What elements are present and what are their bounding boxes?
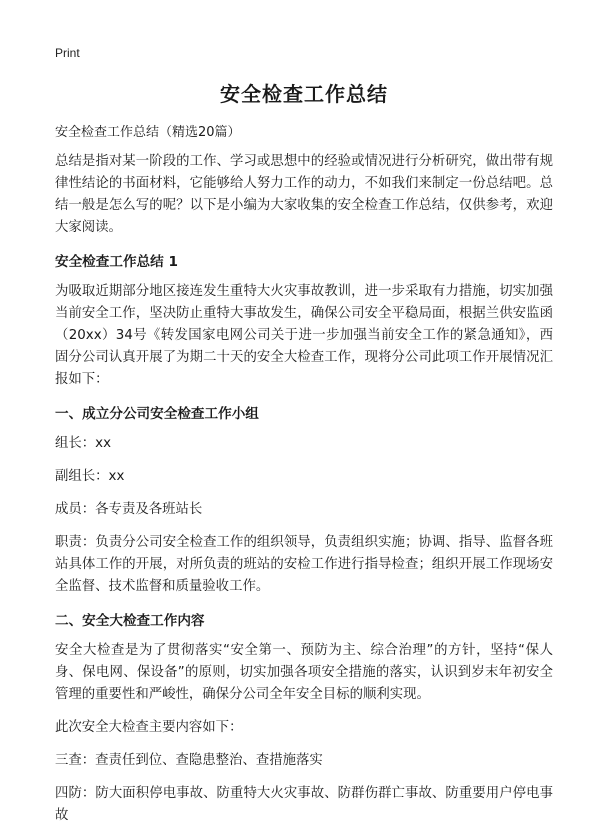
main-content-intro: 此次安全大检查主要内容如下： — [55, 720, 243, 735]
document-subtitle: 安全检查工作总结（精选20篇） — [55, 125, 241, 140]
document — [55, 78, 553, 838]
three-checks-line: 三查：查责任到位、查隐患整治、查措施落实 — [55, 753, 323, 768]
duties-paragraph: 职责：负责分公司安全检查工作的组织领导，负责组织实施；协调、指导、监督各班站具体工作的开展，对所负责的班站的安检工作进行指导检查；组织开展工作现场安全监督、技术监督和质量验收工作。 — [55, 535, 553, 594]
section-1-heading: 一、成立分公司安全检查工作小组 — [55, 406, 259, 422]
document-title: 安全检查工作总结 — [220, 82, 388, 106]
leader-line: 组长：xx — [55, 436, 112, 451]
section-2-paragraph: 安全大检查是为了贯彻落实“安全第一、预防为主、综合治理”的方针，坚持“保人身、保电网、保设备”的原则，切实加强各项安全措施的落实，认识到岁末年初安全管理的重要性和严峻性，确保分公司全年安全目标的顺利实现。 — [55, 643, 553, 702]
deputy-leader-line: 副组长：xx — [55, 469, 125, 484]
article-heading: 安全检查工作总结 1 — [55, 254, 178, 270]
section-2-heading: 二、安全大检查工作内容 — [55, 613, 205, 629]
print-link[interactable]: Print — [55, 46, 80, 60]
members-line: 成员：各专责及各班站长 — [55, 502, 203, 517]
four-preventions-line: 四防：防大面积停电事故、防重特大火灾事故、防群伤群亡事故、防重要用户停电事故 — [55, 786, 553, 823]
article-intro-paragraph: 为吸取近期部分地区接连发生重特大火灾事故教训，进一步采取有力措施，切实加强当前安全工作，坚决防止重特大事故发生，确保公司安全平稳局面，根据兰供安监函（20xx）34号《转发国家电网公司关于进一步加强当前安全工作的紧急通知》，西固分公司认真开展了为期二十天的安全大检查工作，现将分公司此项工作开展情况汇报如下： — [55, 284, 553, 387]
intro-paragraph: 总结是指对某一阶段的工作、学习或思想中的经验或情况进行分析研究，做出带有规律性结论的书面材料，它能够给人努力工作的动力，不如我们来制定一份总结吧。总结一般是怎么写的呢？以下是小编为大家收集的安全检查工作总结，仅供参考，欢迎大家阅读。 — [55, 154, 553, 235]
